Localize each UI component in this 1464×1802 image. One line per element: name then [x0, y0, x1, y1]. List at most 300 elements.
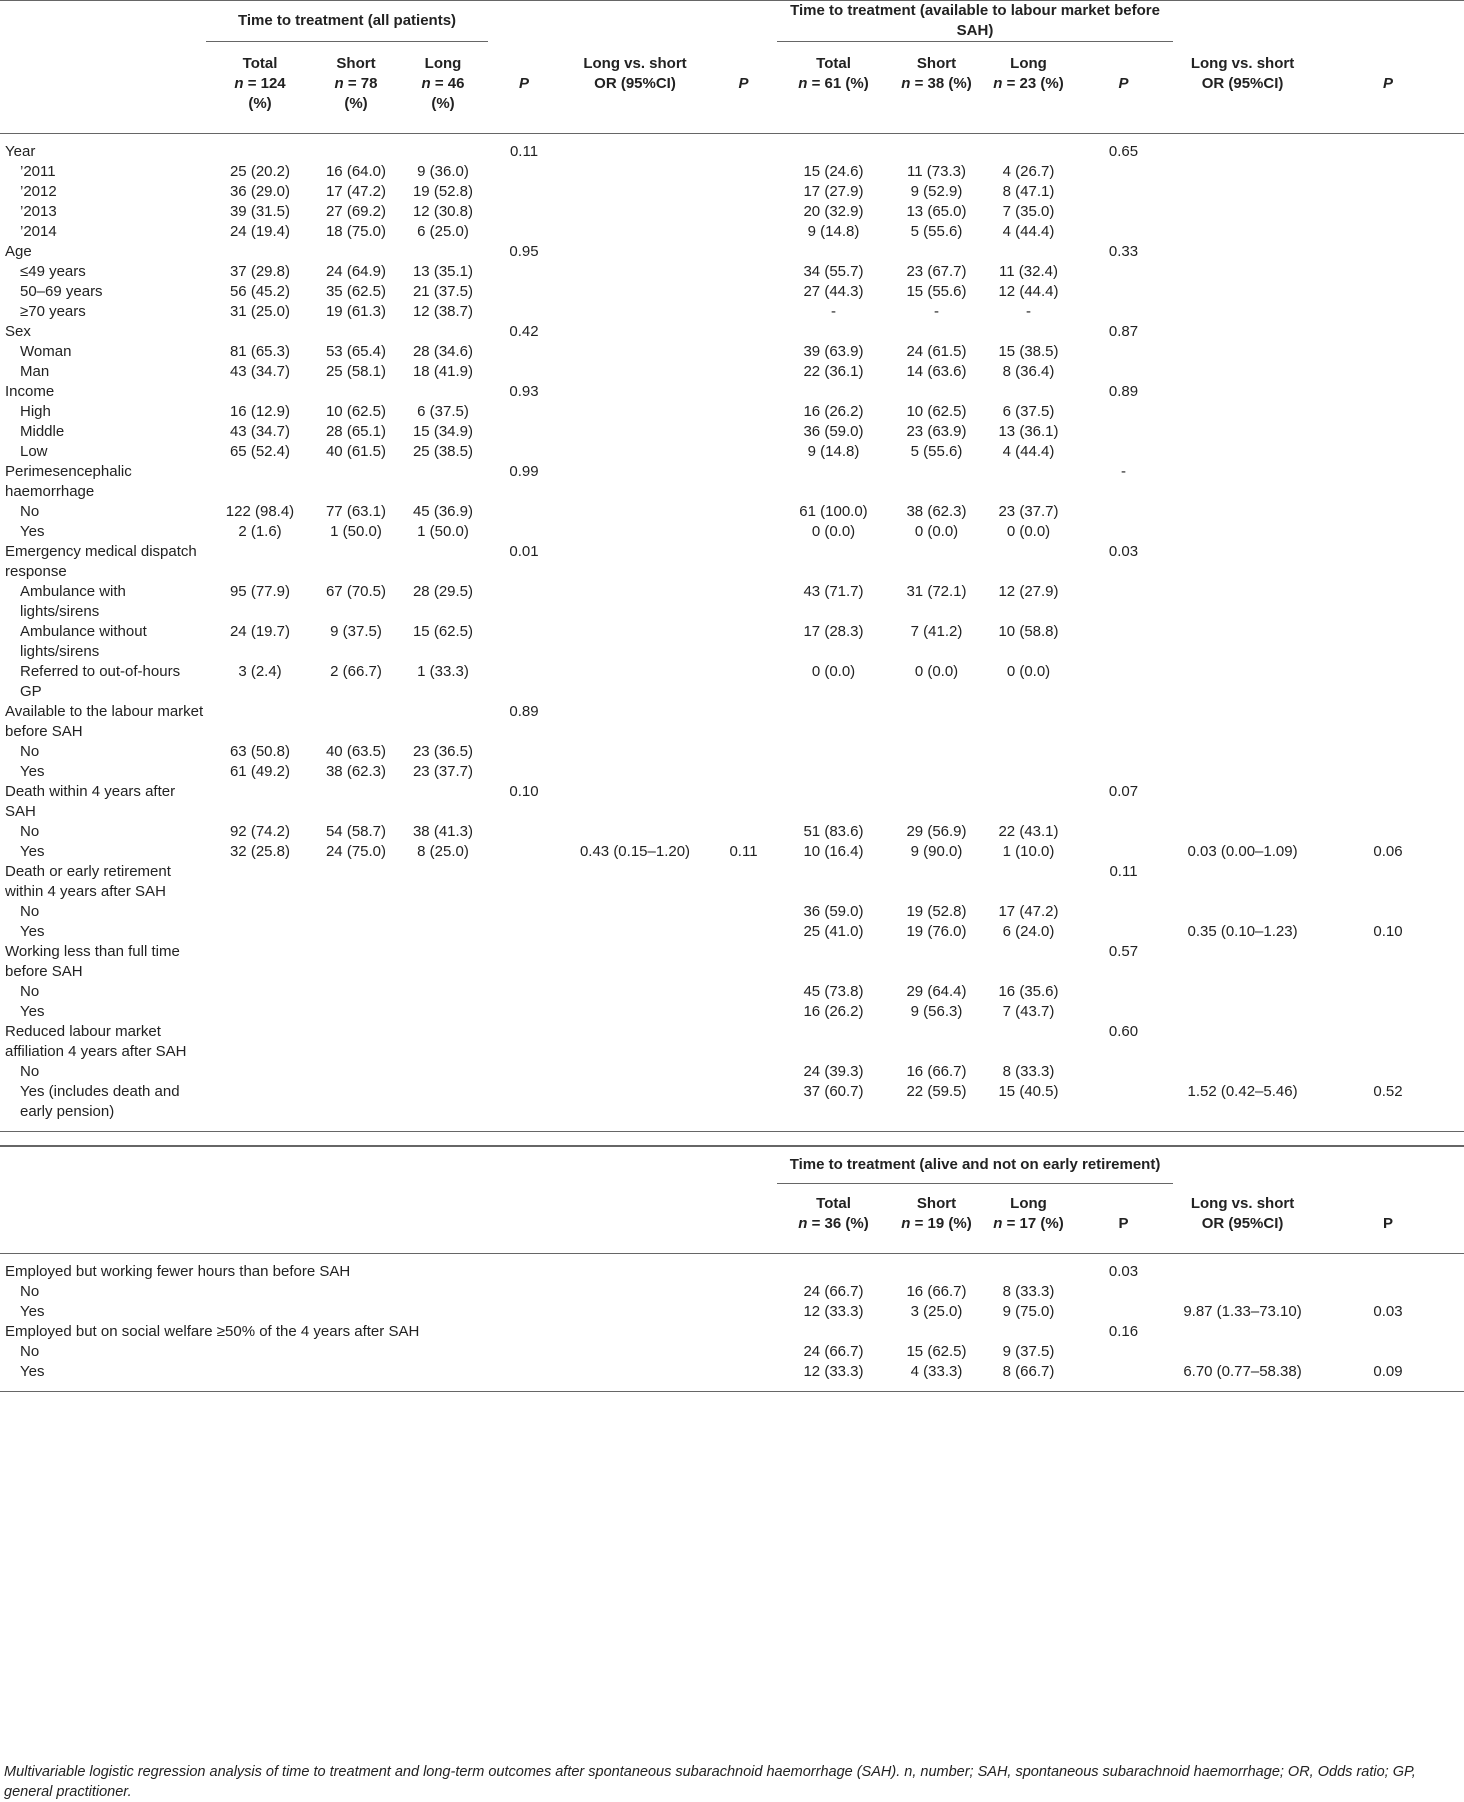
- cell-p-b: [1074, 622, 1173, 662]
- cell-total-b: [777, 1322, 890, 1342]
- col-n-long-c: n = 17 (%): [983, 1214, 1074, 1254]
- cell-short-a: 17 (47.2): [325, 182, 387, 200]
- cell-short-a: [314, 942, 398, 982]
- cell-or-p-a: [710, 222, 777, 242]
- cell-short-a: 24 (64.9): [325, 262, 387, 280]
- cell-or-p-b: [1312, 902, 1464, 922]
- cell-or-a: [560, 982, 710, 1002]
- cell-p-a: 0.89: [509, 702, 539, 720]
- cell-p-b: [1074, 822, 1173, 842]
- cell-short-b: 19 (52.8): [906, 902, 967, 920]
- cell-total-b: 45 (73.8): [803, 982, 864, 1000]
- cell-total-a: [206, 1062, 314, 1082]
- cell-p-a: [488, 662, 560, 702]
- cell-or-b: [1173, 702, 1312, 742]
- col-long-a: Long: [424, 54, 462, 72]
- cell-long-b: 8 (36.4): [1002, 362, 1055, 380]
- cell-long-a: [398, 922, 488, 942]
- table-section-row: [0, 942, 1464, 982]
- cell-total-a: 122 (98.4): [225, 502, 295, 520]
- cell-long-b: 6 (37.5): [1002, 402, 1055, 420]
- cell-p-a: [488, 422, 560, 442]
- table-row: [0, 502, 1464, 522]
- cell-or-p-a: [710, 142, 777, 162]
- cell-total-a: 37 (29.8): [229, 262, 291, 280]
- table-row: [0, 442, 1464, 462]
- cell-total-a: 24 (19.7): [229, 622, 291, 640]
- cell-total-b: [777, 742, 890, 762]
- cell-or-p-b: [1312, 382, 1464, 402]
- cell-long-b: 8 (66.7): [1002, 1362, 1055, 1380]
- cell-long-b: 13 (36.1): [998, 422, 1059, 440]
- cell-long-a: 21 (37.5): [412, 282, 474, 300]
- cell-or-b: [1173, 342, 1312, 362]
- col-total-c: Total: [816, 1194, 851, 1212]
- cell-total-b: 16 (26.2): [803, 1002, 864, 1020]
- cell-p-a: [488, 922, 560, 942]
- cell-or-a: [560, 382, 710, 402]
- cell-short-b: 15 (55.6): [906, 282, 967, 300]
- cell-short-b: 22 (59.5): [906, 1082, 967, 1100]
- cell-or-b: [1173, 502, 1312, 522]
- cell-short-b: [890, 1022, 983, 1062]
- cell-long-a: [398, 382, 488, 402]
- cell-short-b: 10 (62.5): [906, 402, 967, 420]
- cell-total-a: [206, 242, 314, 262]
- cell-long-b: [983, 542, 1074, 582]
- col-short-a: Short: [336, 54, 376, 72]
- cell-p-a: [488, 162, 560, 182]
- cell-p-a: [488, 182, 560, 202]
- table-section-row: [0, 1262, 1464, 1282]
- table-row: [0, 582, 1464, 622]
- cell-or-p-a: [710, 902, 777, 922]
- cell-short-a: 77 (63.1): [325, 502, 387, 520]
- section-label: Reduced labour market affiliation 4 years after SAH: [5, 1022, 187, 1060]
- cell-or-p-a: [710, 422, 777, 442]
- cell-long-a: [398, 982, 488, 1002]
- cell-short-b: 16 (66.7): [906, 1282, 967, 1300]
- cell-or-p-b: [1312, 1002, 1464, 1022]
- cell-p-b: 0.03: [1108, 1262, 1139, 1280]
- cell-or-p-b: [1312, 1022, 1464, 1062]
- cell-p-a: [488, 982, 560, 1002]
- table-row: [0, 1082, 1464, 1122]
- cell-or-a: [560, 922, 710, 942]
- col-n-total-c: n = 36 (%): [777, 1214, 890, 1254]
- cell-p-b: [1074, 402, 1173, 422]
- cell-long-b: [983, 142, 1074, 162]
- cell-long-b: 8 (33.3): [1002, 1062, 1055, 1080]
- cell-or-p-b: [1312, 222, 1464, 242]
- cell-p-b: 0.65: [1108, 142, 1139, 160]
- cell-or-p-a: [710, 862, 777, 902]
- col-long-b: Long: [1010, 54, 1047, 72]
- cell-p-a: [488, 1002, 560, 1022]
- table-section-row: [0, 242, 1464, 262]
- col-lvs-b: Long vs. short: [1190, 54, 1295, 72]
- cell-total-b: 61 (100.0): [799, 502, 868, 520]
- cell-or-b: [1173, 902, 1312, 922]
- cell-long-a: [398, 862, 488, 902]
- cell-or-b: [1173, 462, 1312, 502]
- cell-short-b: [890, 322, 983, 342]
- cell-p-a: [488, 282, 560, 302]
- col-short-c: Short: [916, 1194, 957, 1212]
- cell-short-a: 1 (50.0): [330, 522, 382, 540]
- cell-total-a: [206, 862, 314, 902]
- cell-p-b: 0.11: [1109, 862, 1138, 880]
- cell-short-b: [890, 942, 983, 982]
- cell-or-a: [560, 622, 710, 662]
- cell-short-b: 11 (73.3): [907, 162, 966, 180]
- cell-or-p-b: 0.03: [1373, 1302, 1403, 1320]
- cell-total-b: 24 (66.7): [803, 1282, 864, 1300]
- cell-or-b: 1.52 (0.42–5.46): [1187, 1082, 1298, 1100]
- section-label: Sex: [5, 322, 31, 340]
- cell-or-p-a: [710, 322, 777, 342]
- cell-or-b: [1173, 182, 1312, 202]
- cell-short-b: -: [934, 302, 939, 320]
- cell-total-b: 10 (16.4): [803, 842, 864, 860]
- cell-or-a: [560, 362, 710, 382]
- col-p-b: P: [1074, 74, 1173, 134]
- cell-long-b: 15 (38.5): [998, 342, 1059, 360]
- cell-total-b: 24 (66.7): [803, 1342, 864, 1360]
- row-label: ’2012: [20, 182, 57, 200]
- cell-or-b: [1173, 1062, 1312, 1082]
- cell-or-p-b: 0.10: [1373, 922, 1403, 940]
- cell-or-p-b: [1312, 762, 1464, 782]
- cell-total-b: 15 (24.6): [803, 162, 864, 180]
- cell-or-p-a: [710, 502, 777, 522]
- cell-long-b: 4 (26.7): [1002, 162, 1055, 180]
- cell-total-a: [206, 382, 314, 402]
- row-label: Yes: [20, 1362, 45, 1380]
- cell-short-a: [314, 782, 398, 822]
- cell-total-a: [206, 1082, 314, 1122]
- cell-p-a: [488, 1082, 560, 1122]
- cell-or-b: [1173, 742, 1312, 762]
- cell-total-a: 39 (31.5): [229, 202, 291, 220]
- cell-p-a: [488, 762, 560, 782]
- cell-or-p-a: [710, 262, 777, 282]
- cell-p-b: [1074, 362, 1173, 382]
- cell-total-b: 16 (26.2): [803, 402, 864, 420]
- row-label: Man: [20, 362, 50, 380]
- col-p-c: P: [1074, 1214, 1173, 1254]
- cell-or-a: [560, 322, 710, 342]
- cell-or-b: [1173, 202, 1312, 222]
- cell-or-b: [1173, 942, 1312, 982]
- cell-or-a: [560, 342, 710, 362]
- cell-long-b: [983, 742, 1074, 762]
- section-label: Emergency medical dispatch response: [5, 542, 197, 580]
- cell-or-a: [560, 402, 710, 422]
- table-row: [0, 262, 1464, 282]
- table-body-main: [0, 134, 1464, 1132]
- cell-total-b: 9 (14.8): [807, 442, 860, 460]
- section-label: Employed but on social welfare ≥50% of the 4 years after SAH: [5, 1322, 420, 1340]
- cell-short-a: [314, 1062, 398, 1082]
- cell-long-b: [983, 242, 1074, 262]
- cell-long-a: 28 (29.5): [412, 582, 474, 600]
- cell-long-a: [398, 942, 488, 982]
- cell-or-b: [1173, 1002, 1312, 1022]
- cell-total-b: 36 (59.0): [803, 422, 864, 440]
- cell-p-a: [488, 902, 560, 922]
- cell-or-p-b: 0.09: [1373, 1362, 1403, 1380]
- cell-or-p-b: [1312, 622, 1464, 662]
- table-row: [0, 1362, 1464, 1382]
- row-label: ≤49 years: [20, 262, 86, 280]
- cell-or-p-b: [1312, 362, 1464, 382]
- cell-long-a: 15 (62.5): [412, 622, 474, 640]
- cell-or-b: 9.87 (1.33–73.10): [1183, 1302, 1302, 1320]
- cell-short-a: 9 (37.5): [330, 622, 382, 640]
- cell-total-a: 31 (25.0): [229, 302, 291, 320]
- cell-or-p-b: [1312, 1322, 1464, 1342]
- cell-or-a: [560, 902, 710, 922]
- cell-p-a: [488, 842, 560, 862]
- cell-or-b: [1173, 222, 1312, 242]
- row-label: ’2011: [20, 162, 56, 180]
- table-row: [0, 742, 1464, 762]
- cell-or-p-b: [1312, 502, 1464, 522]
- cell-total-a: 61 (49.2): [229, 762, 291, 780]
- cell-short-a: 67 (70.5): [325, 582, 387, 600]
- cell-p-b: [1074, 902, 1173, 922]
- cell-long-a: 19 (52.8): [412, 182, 474, 200]
- cell-long-a: 6 (37.5): [417, 402, 469, 420]
- cell-long-b: 0 (0.0): [1006, 662, 1051, 680]
- cell-short-a: [314, 1002, 398, 1022]
- cell-or-p-a: [710, 442, 777, 462]
- cell-p-b: 0.87: [1108, 322, 1139, 340]
- cell-or-p-b: [1312, 662, 1464, 702]
- row-label: No: [20, 902, 40, 920]
- cell-total-b: [777, 382, 890, 402]
- cell-total-b: [777, 702, 890, 742]
- table-row: [0, 222, 1464, 242]
- cell-p-a: [488, 582, 560, 622]
- cell-p-b: [1074, 762, 1173, 782]
- col-or-a: OR (95%CI): [560, 74, 710, 134]
- cell-or-b: [1173, 362, 1312, 382]
- cell-total-a: 25 (20.2): [229, 162, 291, 180]
- cell-long-b: 0 (0.0): [1006, 522, 1051, 540]
- cell-p-a: [488, 522, 560, 542]
- table-row: [0, 822, 1464, 842]
- cell-total-a: [206, 702, 314, 742]
- cell-or-p-b: [1312, 142, 1464, 162]
- cell-short-a: [314, 322, 398, 342]
- cell-total-b: 17 (27.9): [803, 182, 864, 200]
- cell-or-b: [1173, 1022, 1312, 1062]
- cell-total-b: 27 (44.3): [803, 282, 864, 300]
- cell-short-b: 9 (52.9): [910, 182, 963, 200]
- cell-or-b: [1173, 1282, 1312, 1302]
- cell-or-a: [560, 942, 710, 982]
- table-row: [0, 1342, 1464, 1362]
- row-label: ’2013: [20, 202, 57, 220]
- cell-short-b: 13 (65.0): [906, 202, 967, 220]
- col-or-b: OR (95%CI): [1173, 74, 1312, 134]
- cell-or-b: [1173, 422, 1312, 442]
- table-row: [0, 1302, 1464, 1322]
- table-section-row: [0, 322, 1464, 342]
- cell-short-b: 16 (66.7): [906, 1062, 967, 1080]
- cell-p-b: [1074, 1282, 1173, 1302]
- cell-total-a: 3 (2.4): [238, 662, 282, 680]
- cell-p-a: [488, 202, 560, 222]
- cell-p-a: 0.93: [509, 382, 539, 400]
- col-n-total-b: n = 61 (%): [777, 74, 890, 134]
- cell-p-b: 0.60: [1108, 1022, 1139, 1040]
- cell-short-b: 23 (63.9): [906, 422, 967, 440]
- cell-long-a: [398, 902, 488, 922]
- col-long-c: Long: [1010, 1194, 1047, 1212]
- cell-total-b: 20 (32.9): [803, 202, 864, 220]
- cell-or-a: [560, 1082, 710, 1122]
- cell-or-p-a: [710, 1002, 777, 1022]
- cell-long-a: [398, 462, 488, 502]
- cell-total-a: [206, 462, 314, 502]
- cell-or-a: [560, 742, 710, 762]
- cell-short-b: 15 (62.5): [906, 1342, 967, 1360]
- row-label: Yes: [20, 522, 45, 540]
- cell-or-p-a: [710, 302, 777, 322]
- cell-or-p-b: [1312, 302, 1464, 322]
- cell-or-b: [1173, 322, 1312, 342]
- group-a-title: Time to treatment (all patients): [206, 1, 488, 42]
- cell-total-b: [777, 322, 890, 342]
- cell-short-a: 38 (62.3): [325, 762, 387, 780]
- cell-total-a: 43 (34.7): [229, 422, 291, 440]
- table-section-row: [0, 382, 1464, 402]
- table-section-row: [0, 142, 1464, 162]
- cell-p-b: [1074, 342, 1173, 362]
- cell-short-b: [890, 702, 983, 742]
- cell-total-b: 36 (59.0): [803, 902, 864, 920]
- table-row: [0, 162, 1464, 182]
- table-row: [0, 1282, 1464, 1302]
- cell-p-b: [1074, 262, 1173, 282]
- row-label: No: [20, 1062, 40, 1080]
- section-label: Employed but working fewer hours than before SAH: [5, 1262, 351, 1280]
- row-label: Woman: [20, 342, 72, 360]
- cell-or-p-a: [710, 622, 777, 662]
- cell-total-b: [777, 762, 890, 782]
- cell-short-b: 38 (62.3): [906, 502, 967, 520]
- table-section-row: [0, 462, 1464, 502]
- cell-short-b: 9 (56.3): [910, 1002, 963, 1020]
- cell-short-b: [890, 242, 983, 262]
- cell-total-a: 43 (34.7): [229, 362, 291, 380]
- row-label: No: [20, 742, 40, 760]
- cell-long-a: [398, 142, 488, 162]
- cell-p-b: [1074, 922, 1173, 942]
- row-label: High: [20, 402, 51, 420]
- cell-p-a: 0.99: [509, 462, 539, 480]
- cell-short-b: 14 (63.6): [906, 362, 967, 380]
- cell-short-a: 53 (65.4): [325, 342, 387, 360]
- cell-or-a: [560, 1062, 710, 1082]
- cell-long-b: 17 (47.2): [998, 902, 1059, 920]
- cell-long-a: 45 (36.9): [412, 502, 474, 520]
- cell-short-a: [314, 542, 398, 582]
- cell-or-p-b: [1312, 182, 1464, 202]
- cell-or-p-a: [710, 1022, 777, 1062]
- cell-or-a: [560, 422, 710, 442]
- cell-p-b: [1074, 842, 1173, 862]
- cell-or-p-a: [710, 182, 777, 202]
- cell-long-b: [983, 862, 1074, 902]
- col-lvs-c: Long vs. short: [1190, 1194, 1295, 1212]
- cell-or-b: [1173, 622, 1312, 662]
- cell-total-b: [777, 782, 890, 822]
- table-footnote: Multivariable logistic regression analysis of time to treatment and long-term outcomes after spontaneous subarachnoid haemorrhage (SAH). n, number; SAH, spontaneous subarachnoid haemorrhage; OR, Odds ratio; GP, general practitioner.: [4, 1764, 1416, 1800]
- cell-short-a: 19 (61.3): [325, 302, 387, 320]
- cell-or-p-b: [1312, 1062, 1464, 1082]
- table-row: [0, 182, 1464, 202]
- cell-or-b: [1173, 282, 1312, 302]
- cell-or-a: [560, 262, 710, 282]
- cell-long-b: 12 (27.9): [998, 582, 1059, 600]
- cell-p-a: [488, 942, 560, 982]
- cell-or-p-a: [710, 1082, 777, 1122]
- cell-total-b: 43 (71.7): [803, 582, 864, 600]
- cell-p-b: [1074, 742, 1173, 762]
- cell-short-a: [314, 982, 398, 1002]
- cell-or-p-b: [1312, 162, 1464, 182]
- cell-or-b: [1173, 982, 1312, 1002]
- cell-p-a: [488, 262, 560, 282]
- cell-total-b: 39 (63.9): [803, 342, 864, 360]
- cell-p-b: 0.57: [1108, 942, 1139, 960]
- cell-long-b: 23 (37.7): [998, 502, 1059, 520]
- cell-total-a: [206, 1022, 314, 1062]
- cell-short-a: 27 (69.2): [325, 202, 387, 220]
- cell-long-a: [398, 702, 488, 742]
- cell-long-a: 25 (38.5): [412, 442, 474, 460]
- cell-or-b: [1173, 582, 1312, 622]
- cell-or-p-b: [1312, 422, 1464, 442]
- cell-p-a: [488, 862, 560, 902]
- cell-p-a: 0.11: [509, 142, 539, 160]
- table-section-row: [0, 542, 1464, 582]
- cell-or-a: [560, 462, 710, 502]
- cell-total-b: 22 (36.1): [803, 362, 864, 380]
- cell-p-a: [488, 822, 560, 842]
- cell-p-b: [1074, 282, 1173, 302]
- cell-or-p-a: [710, 402, 777, 422]
- cell-total-a: [206, 782, 314, 822]
- col-lvs-a: Long vs. short: [583, 54, 687, 72]
- cell-long-b: 15 (40.5): [998, 1082, 1059, 1100]
- cell-long-b: 12 (44.4): [998, 282, 1059, 300]
- cell-long-b: [983, 462, 1074, 502]
- cell-short-a: [314, 1082, 398, 1122]
- cell-short-a: 2 (66.7): [330, 662, 382, 680]
- col-short-b: Short: [916, 54, 957, 72]
- cell-long-b: [983, 1262, 1074, 1282]
- table-row: [0, 1002, 1464, 1022]
- col-or-p-b: P: [1312, 74, 1464, 134]
- cell-total-a: [206, 922, 314, 942]
- cell-short-a: 40 (61.5): [325, 442, 387, 460]
- table-row: [0, 522, 1464, 542]
